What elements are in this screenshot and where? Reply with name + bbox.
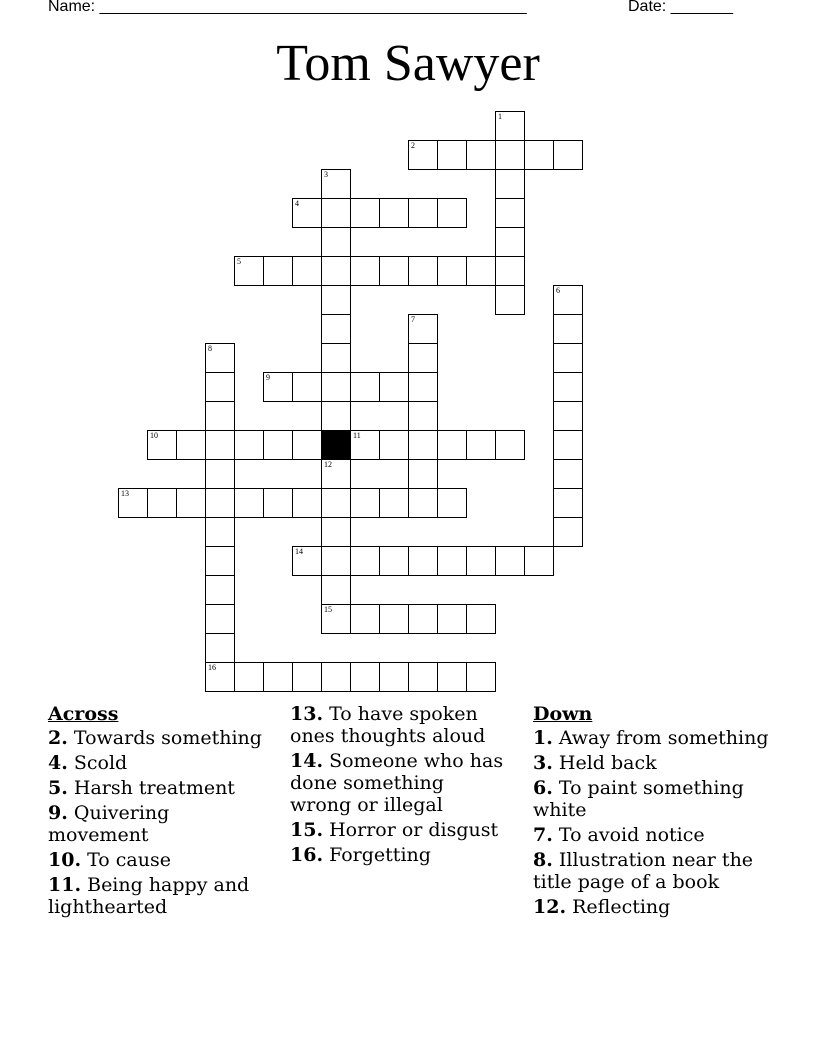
crossword-cell[interactable]: [495, 430, 525, 460]
clue-number-label: 16.: [290, 844, 324, 866]
crossword-cell[interactable]: [176, 488, 206, 518]
clue-number: 15: [324, 605, 332, 614]
clue-text: Reflecting: [566, 896, 671, 918]
clue-number: 5: [237, 257, 241, 266]
crossword-cell[interactable]: [553, 343, 583, 373]
crossword-cell[interactable]: [205, 546, 235, 576]
crossword-cell[interactable]: [466, 140, 496, 170]
clue-number-label: 10.: [48, 849, 82, 871]
crossword-cell[interactable]: [321, 488, 351, 518]
crossword-cell[interactable]: [495, 546, 525, 576]
crossword-cell[interactable]: [408, 314, 438, 344]
across-clues-column-2: [290, 703, 510, 869]
clue-item: [48, 849, 268, 871]
clue-number: 8: [208, 344, 212, 353]
crossword-cell[interactable]: [350, 198, 380, 228]
crossword-cell[interactable]: [408, 546, 438, 576]
across-clues-column-1: [48, 703, 268, 921]
crossword-cell[interactable]: [350, 546, 380, 576]
crossword-cell[interactable]: [205, 662, 235, 692]
crossword-cell[interactable]: [321, 401, 351, 431]
crossword-cell[interactable]: [437, 430, 467, 460]
clue-item: [48, 874, 268, 918]
clue-text: Scold: [67, 752, 128, 774]
crossword-cell[interactable]: [147, 488, 177, 518]
clue-number-label: 7.: [533, 824, 553, 846]
crossword-cell[interactable]: [379, 198, 409, 228]
clue-number-label: 11.: [48, 874, 82, 896]
crossword-cell[interactable]: [495, 256, 525, 286]
clue-item: [533, 777, 778, 821]
crossword-cell[interactable]: [408, 256, 438, 286]
clue-item: [290, 819, 510, 841]
page-title: Tom Sawyer: [276, 35, 540, 92]
crossword-cell[interactable]: [321, 227, 351, 257]
clue-number: 2: [411, 141, 415, 150]
crossword-cell[interactable]: [408, 343, 438, 373]
crossword-cell[interactable]: [292, 198, 322, 228]
crossword-cell[interactable]: [553, 488, 583, 518]
clue-text: To avoid notice: [552, 824, 705, 846]
crossword-cell[interactable]: [553, 285, 583, 315]
crossword-cell[interactable]: [205, 343, 235, 373]
crossword-cell[interactable]: [321, 604, 351, 634]
crossword-cell[interactable]: [350, 604, 380, 634]
crossword-cell[interactable]: [205, 604, 235, 634]
crossword-cell[interactable]: [118, 488, 148, 518]
crossword-cell[interactable]: [321, 285, 351, 315]
crossword-cell[interactable]: [205, 401, 235, 431]
crossword-cell[interactable]: [437, 198, 467, 228]
clue-number-label: 1.: [533, 727, 553, 749]
clue-text: To have spoken ones thoughts aloud: [290, 703, 486, 747]
crossword-cell[interactable]: [321, 314, 351, 344]
clue-number: 16: [208, 663, 216, 672]
crossword-cell[interactable]: [379, 604, 409, 634]
crossword-cell[interactable]: [408, 140, 438, 170]
crossword-cell[interactable]: [205, 488, 235, 518]
down-clues-column: [533, 703, 778, 921]
crossword-cell[interactable]: [205, 372, 235, 402]
crossword-cell[interactable]: [379, 256, 409, 286]
clue-text: To cause: [81, 849, 171, 871]
crossword-cell[interactable]: [379, 488, 409, 518]
clue-item: [533, 727, 778, 749]
black-square: [321, 430, 351, 460]
crossword-cell[interactable]: [553, 517, 583, 547]
crossword-cell[interactable]: [466, 546, 496, 576]
crossword-cell[interactable]: [350, 488, 380, 518]
crossword-cell[interactable]: [321, 198, 351, 228]
crossword-cell[interactable]: [553, 459, 583, 489]
crossword-cell[interactable]: [466, 662, 496, 692]
clue-item: [48, 777, 268, 799]
crossword-cell[interactable]: [350, 662, 380, 692]
clue-text: Being happy and lighthearted: [48, 874, 250, 918]
crossword-cell[interactable]: [553, 140, 583, 170]
clue-text: Towards something: [67, 727, 262, 749]
crossword-cell[interactable]: [292, 372, 322, 402]
clue-text: Harsh treatment: [67, 777, 235, 799]
crossword-cell[interactable]: [176, 430, 206, 460]
clue-number-label: 4.: [48, 752, 68, 774]
clue-number: 14: [295, 547, 303, 556]
clue-number-label: 12.: [533, 896, 567, 918]
crossword-cell[interactable]: [379, 430, 409, 460]
clue-item: [533, 849, 778, 893]
crossword-cell[interactable]: [234, 662, 264, 692]
crossword-cell[interactable]: [379, 372, 409, 402]
clue-number-label: 15.: [290, 819, 324, 841]
crossword-cell[interactable]: [408, 604, 438, 634]
crossword-cell[interactable]: [437, 140, 467, 170]
crossword-cell[interactable]: [321, 459, 351, 489]
crossword-cell[interactable]: [495, 285, 525, 315]
clue-number: 7: [411, 315, 415, 324]
crossword-cell[interactable]: [437, 256, 467, 286]
crossword-cell[interactable]: [321, 575, 351, 605]
crossword-cell[interactable]: [408, 198, 438, 228]
crossword-cell[interactable]: [350, 256, 380, 286]
crossword-cell[interactable]: [553, 314, 583, 344]
clue-item: [290, 703, 510, 747]
crossword-cell[interactable]: [553, 372, 583, 402]
crossword-cell[interactable]: [379, 662, 409, 692]
crossword-cell[interactable]: [292, 430, 322, 460]
crossword-cell[interactable]: [408, 401, 438, 431]
crossword-cell[interactable]: [437, 488, 467, 518]
clue-number-label: 8.: [533, 849, 553, 871]
crossword-cell[interactable]: [408, 459, 438, 489]
crossword-cell[interactable]: [495, 169, 525, 199]
crossword-cell[interactable]: [205, 575, 235, 605]
across-heading: Across: [48, 703, 119, 725]
clue-number: 12: [324, 460, 332, 469]
crossword-cell[interactable]: [437, 662, 467, 692]
crossword-cell[interactable]: [234, 488, 264, 518]
crossword-cell[interactable]: [205, 459, 235, 489]
clue-item: [533, 824, 778, 846]
clue-number: 11: [353, 431, 361, 440]
clue-number: 4: [295, 199, 299, 208]
clue-item: [48, 727, 268, 749]
crossword-cell[interactable]: [408, 430, 438, 460]
crossword-cell[interactable]: [321, 662, 351, 692]
crossword-cell[interactable]: [263, 256, 293, 286]
clue-item: [290, 750, 510, 816]
clue-number: 3: [324, 170, 328, 179]
crossword-cell[interactable]: [321, 169, 351, 199]
clue-item: [48, 752, 268, 774]
crossword-cell[interactable]: [321, 372, 351, 402]
crossword-cell[interactable]: [292, 546, 322, 576]
crossword-cell[interactable]: [408, 662, 438, 692]
crossword-cell[interactable]: [553, 401, 583, 431]
crossword-cell[interactable]: [263, 430, 293, 460]
clue-item: [533, 896, 778, 918]
clue-item: [533, 752, 778, 774]
crossword-cell[interactable]: [437, 604, 467, 634]
crossword-cell[interactable]: [524, 546, 554, 576]
clue-text: Forgetting: [323, 844, 431, 866]
clue-number: 6: [556, 286, 560, 295]
clue-number: 1: [498, 112, 502, 121]
crossword-cell[interactable]: [321, 343, 351, 373]
crossword-cell[interactable]: [466, 604, 496, 634]
crossword-cell[interactable]: [205, 517, 235, 547]
crossword-cell[interactable]: [379, 546, 409, 576]
crossword-cell[interactable]: [292, 662, 322, 692]
crossword-cell[interactable]: [408, 488, 438, 518]
clue-item: [290, 844, 510, 866]
clue-text: Someone who has done something wrong or illegal: [290, 750, 504, 816]
crossword-cell[interactable]: [321, 256, 351, 286]
crossword-cell[interactable]: [495, 111, 525, 141]
crossword-cell[interactable]: [205, 633, 235, 663]
crossword-cell[interactable]: [350, 430, 380, 460]
crossword-cell[interactable]: [263, 662, 293, 692]
crossword-cell[interactable]: [292, 256, 322, 286]
crossword-cell[interactable]: [321, 546, 351, 576]
crossword-cell[interactable]: [495, 140, 525, 170]
crossword-cell[interactable]: [466, 256, 496, 286]
down-heading: Down: [533, 703, 593, 725]
clue-number-label: 3.: [533, 752, 553, 774]
clue-text: Held back: [552, 752, 657, 774]
crossword-cell[interactable]: [437, 546, 467, 576]
clue-text: Quivering movement: [48, 802, 170, 846]
crossword-cell[interactable]: [408, 372, 438, 402]
crossword-cell[interactable]: [553, 430, 583, 460]
crossword-cell[interactable]: [495, 198, 525, 228]
crossword-cell[interactable]: [466, 430, 496, 460]
clue-text: Illustration near the title page of a book: [533, 849, 754, 893]
clue-text: Horror or disgust: [323, 819, 499, 841]
clue-number: 13: [121, 489, 129, 498]
crossword-cell[interactable]: [205, 430, 235, 460]
crossword-cell[interactable]: [234, 256, 264, 286]
crossword-cell[interactable]: [263, 488, 293, 518]
clue-number-label: 5.: [48, 777, 68, 799]
clue-number-label: 13.: [290, 703, 324, 725]
crossword-cell[interactable]: [234, 430, 264, 460]
crossword-cell[interactable]: [495, 227, 525, 257]
clue-text: To paint something white: [533, 777, 744, 821]
crossword-cell[interactable]: [147, 430, 177, 460]
crossword-cell[interactable]: [321, 517, 351, 547]
name-field-label: Name: ________________________________________________: [48, 0, 527, 15]
clue-item: [48, 802, 268, 846]
crossword-cell[interactable]: [292, 488, 322, 518]
clue-number: 10: [150, 431, 158, 440]
crossword-cell[interactable]: [350, 372, 380, 402]
clue-number-label: 2.: [48, 727, 68, 749]
clue-number-label: 6.: [533, 777, 553, 799]
clue-text: Away from something: [552, 727, 769, 749]
crossword-cell[interactable]: [263, 372, 293, 402]
crossword-cell[interactable]: [524, 140, 554, 170]
clue-number-label: 9.: [48, 802, 68, 824]
clue-number: 9: [266, 373, 270, 382]
date-field-label: Date: _______: [628, 0, 733, 15]
clue-number-label: 14.: [290, 750, 324, 772]
